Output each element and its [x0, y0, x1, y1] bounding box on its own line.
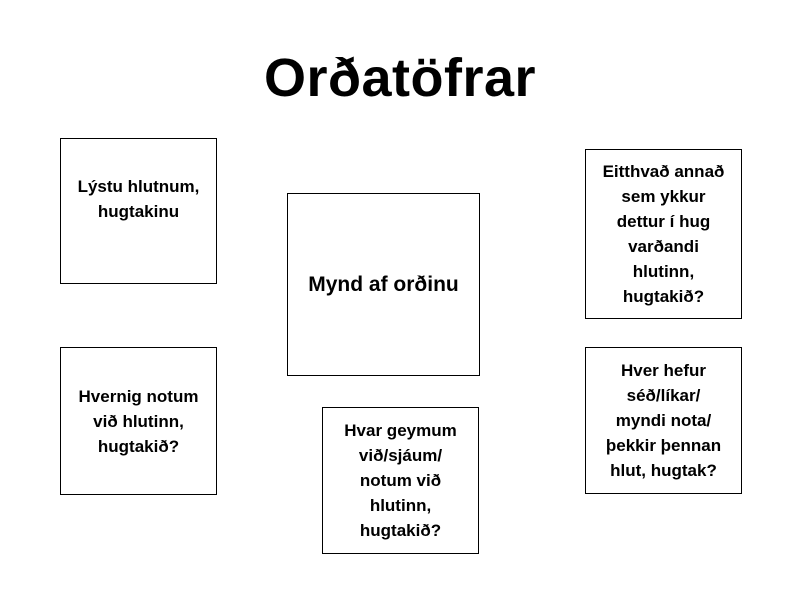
other-thoughts-box-text: Eitthvað annað sem ykkur dettur í hug varðandi hlutinn, hugtakið?	[602, 162, 725, 306]
word-picture-box-text: Mynd af orðinu	[308, 272, 459, 296]
who-box	[585, 347, 742, 494]
how-used-box-text: Hvernig notum við hlutinn, hugtakið?	[78, 386, 199, 456]
describe-box-text: Lýstu hlutnum, hugtakinu	[77, 177, 200, 221]
where-box	[322, 407, 479, 554]
page-title: Orðatöfrar	[263, 48, 537, 108]
word-picture-box	[287, 193, 480, 376]
how-used-box	[60, 347, 217, 495]
where-box-text: Hvar geymum við/sjáum/ notum við hlutinn, hugtakið?	[344, 421, 457, 540]
other-thoughts-box	[585, 149, 742, 319]
describe-box	[60, 138, 217, 284]
who-box-text: Hver hefur séð/líkar/ myndi nota/ þekkir þennan hlut, hugtak?	[605, 361, 722, 480]
